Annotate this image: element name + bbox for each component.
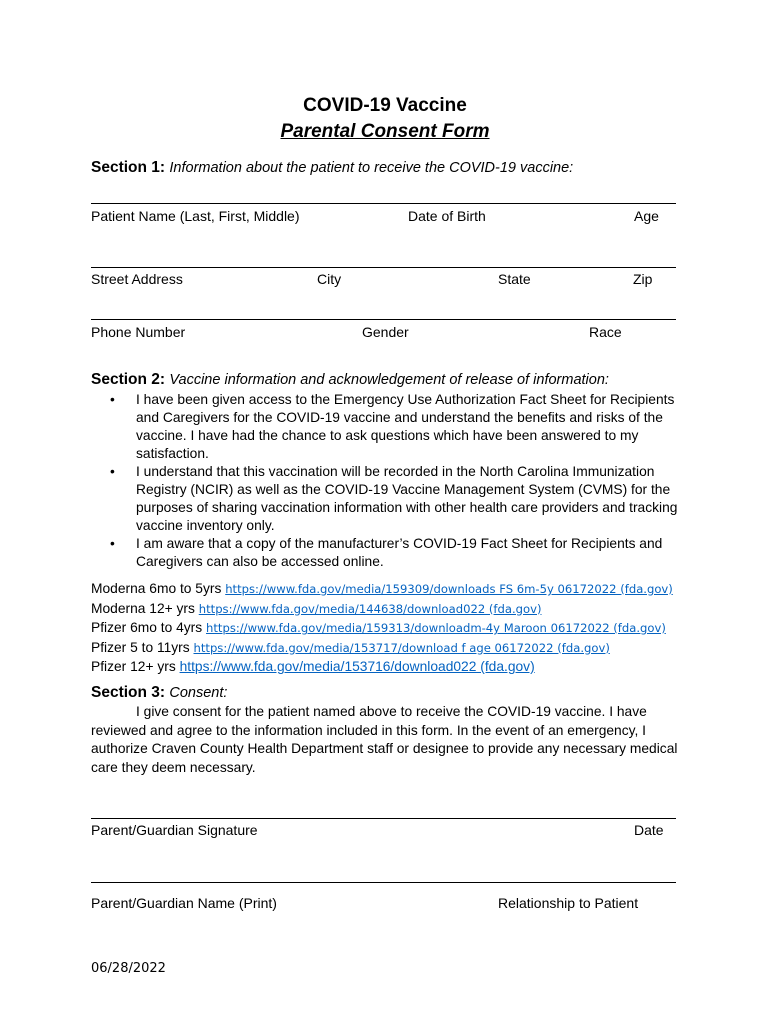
link-row-moderna-6mo: Moderna 6mo to 5yrs https://www.fda.gov/media/159309/downloads FS 6m-5y 06172022 (fda.gov) bbox=[91, 581, 673, 596]
bullet-icon: • bbox=[110, 536, 115, 551]
list-item: • I have been given access to the Emergency Use Authorization Fact Sheet for Recipients and Caregivers for the COVID-19 vaccine and understand the benefits and risks of the vaccine. I have had the chance to ask questions which have been answered to my satisfaction. bbox=[110, 392, 675, 461]
moderna-6mo-link[interactable]: https://www.fda.gov/media/159309/downloads FS 6m-5y 06172022 (fda.gov) bbox=[225, 582, 673, 596]
link-row-pfizer-12: Pfizer 12+ yrs https://www.fda.gov/media/153716/download022 (fda.gov) bbox=[91, 659, 535, 674]
pfizer-12-link[interactable]: https://www.fda.gov/media/153716/download022 (fda.gov) bbox=[179, 659, 535, 674]
list-item: • I understand that this vaccination will be recorded in the North Carolina Immunization Registry (NCIR) as well as the COVID-19 Vaccine Management System (CVMS) for the purposes of sharing vaccination information with other health care providers and tracking vaccine inventory only. bbox=[110, 464, 678, 533]
city-label: City bbox=[317, 271, 342, 287]
relationship-label: Relationship to Patient bbox=[498, 895, 639, 911]
patient-name-label: Patient Name (Last, First, Middle) bbox=[91, 208, 300, 224]
bullet-icon: • bbox=[110, 464, 115, 479]
section2-heading: Section 2: bbox=[91, 371, 166, 388]
state-label: State bbox=[498, 271, 531, 287]
link-row-pfizer-5-11: Pfizer 5 to 11yrs https://www.fda.gov/media/153717/download f age 06172022 (fda.gov) bbox=[91, 639, 610, 655]
pfizer-6mo-link[interactable]: https://www.fda.gov/media/159313/downloadm-4y Maroon 06172022 (fda.gov) bbox=[206, 621, 666, 635]
signature-label: Parent/Guardian Signature bbox=[91, 822, 258, 838]
section1-header bbox=[91, 159, 573, 177]
form-subtitle: Parental Consent Form bbox=[280, 121, 490, 142]
link-row-moderna-12: Moderna 12+ yrs https://www.fda.gov/media/144638/download022 (fda.gov) bbox=[91, 600, 542, 616]
zip-label: Zip bbox=[633, 271, 653, 287]
list-item: • I am aware that a copy of the manufacturer’s COVID-19 Fact Sheet for Recipients and Caregivers can also be accessed online. bbox=[110, 536, 663, 569]
date-label: Date bbox=[634, 822, 664, 838]
signature-line[interactable] bbox=[91, 818, 676, 819]
address-line[interactable] bbox=[91, 267, 676, 268]
phone-label: Phone Number bbox=[91, 324, 186, 340]
section3-subtitle: Consent: bbox=[169, 685, 228, 701]
form-title: COVID-19 Vaccine bbox=[303, 95, 467, 116]
gender-label: Gender bbox=[362, 324, 409, 340]
footer-date: 06/28/2022 bbox=[91, 961, 166, 976]
link-row-pfizer-6mo: Pfizer 6mo to 4yrs https://www.fda.gov/media/159313/downloadm-4y Maroon 06172022 (fda.gov) bbox=[91, 620, 666, 635]
section2-header bbox=[91, 371, 609, 389]
phone-line[interactable] bbox=[91, 319, 676, 320]
guardian-name-label: Parent/Guardian Name (Print) bbox=[91, 895, 277, 911]
section1-subtitle: Information about the patient to receive the COVID-19 vaccine: bbox=[169, 160, 574, 176]
patient-info-line-1[interactable] bbox=[91, 203, 676, 204]
age-label: Age bbox=[634, 208, 659, 224]
pfizer-5-11-link[interactable]: https://www.fda.gov/media/153717/download f age 06172022 (fda.gov) bbox=[193, 640, 610, 655]
race-label: Race bbox=[589, 324, 622, 340]
section2-subtitle: Vaccine information and acknowledgement of release of information: bbox=[169, 372, 609, 388]
fact-sheet-links bbox=[91, 579, 691, 677]
section3-heading: Section 3: bbox=[91, 684, 166, 701]
consent-paragraph: I give consent for the patient named above to receive the COVID-19 vaccine. I have reviewed and agree to the information included in this form. In the event of an emergency, I authorize Craven County Health Department staff or designee to provide any necessary medical care they deem necessary. bbox=[91, 704, 678, 775]
street-label: Street Address bbox=[91, 271, 183, 287]
dob-label: Date of Birth bbox=[408, 208, 486, 224]
acknowledgement-list bbox=[110, 391, 680, 571]
guardian-name-line[interactable] bbox=[91, 882, 676, 883]
bullet-icon: • bbox=[110, 392, 115, 407]
section1-heading: Section 1: bbox=[91, 159, 166, 176]
moderna-12-link[interactable]: https://www.fda.gov/media/144638/download022 (fda.gov) bbox=[198, 601, 542, 616]
section3-header bbox=[91, 684, 227, 702]
